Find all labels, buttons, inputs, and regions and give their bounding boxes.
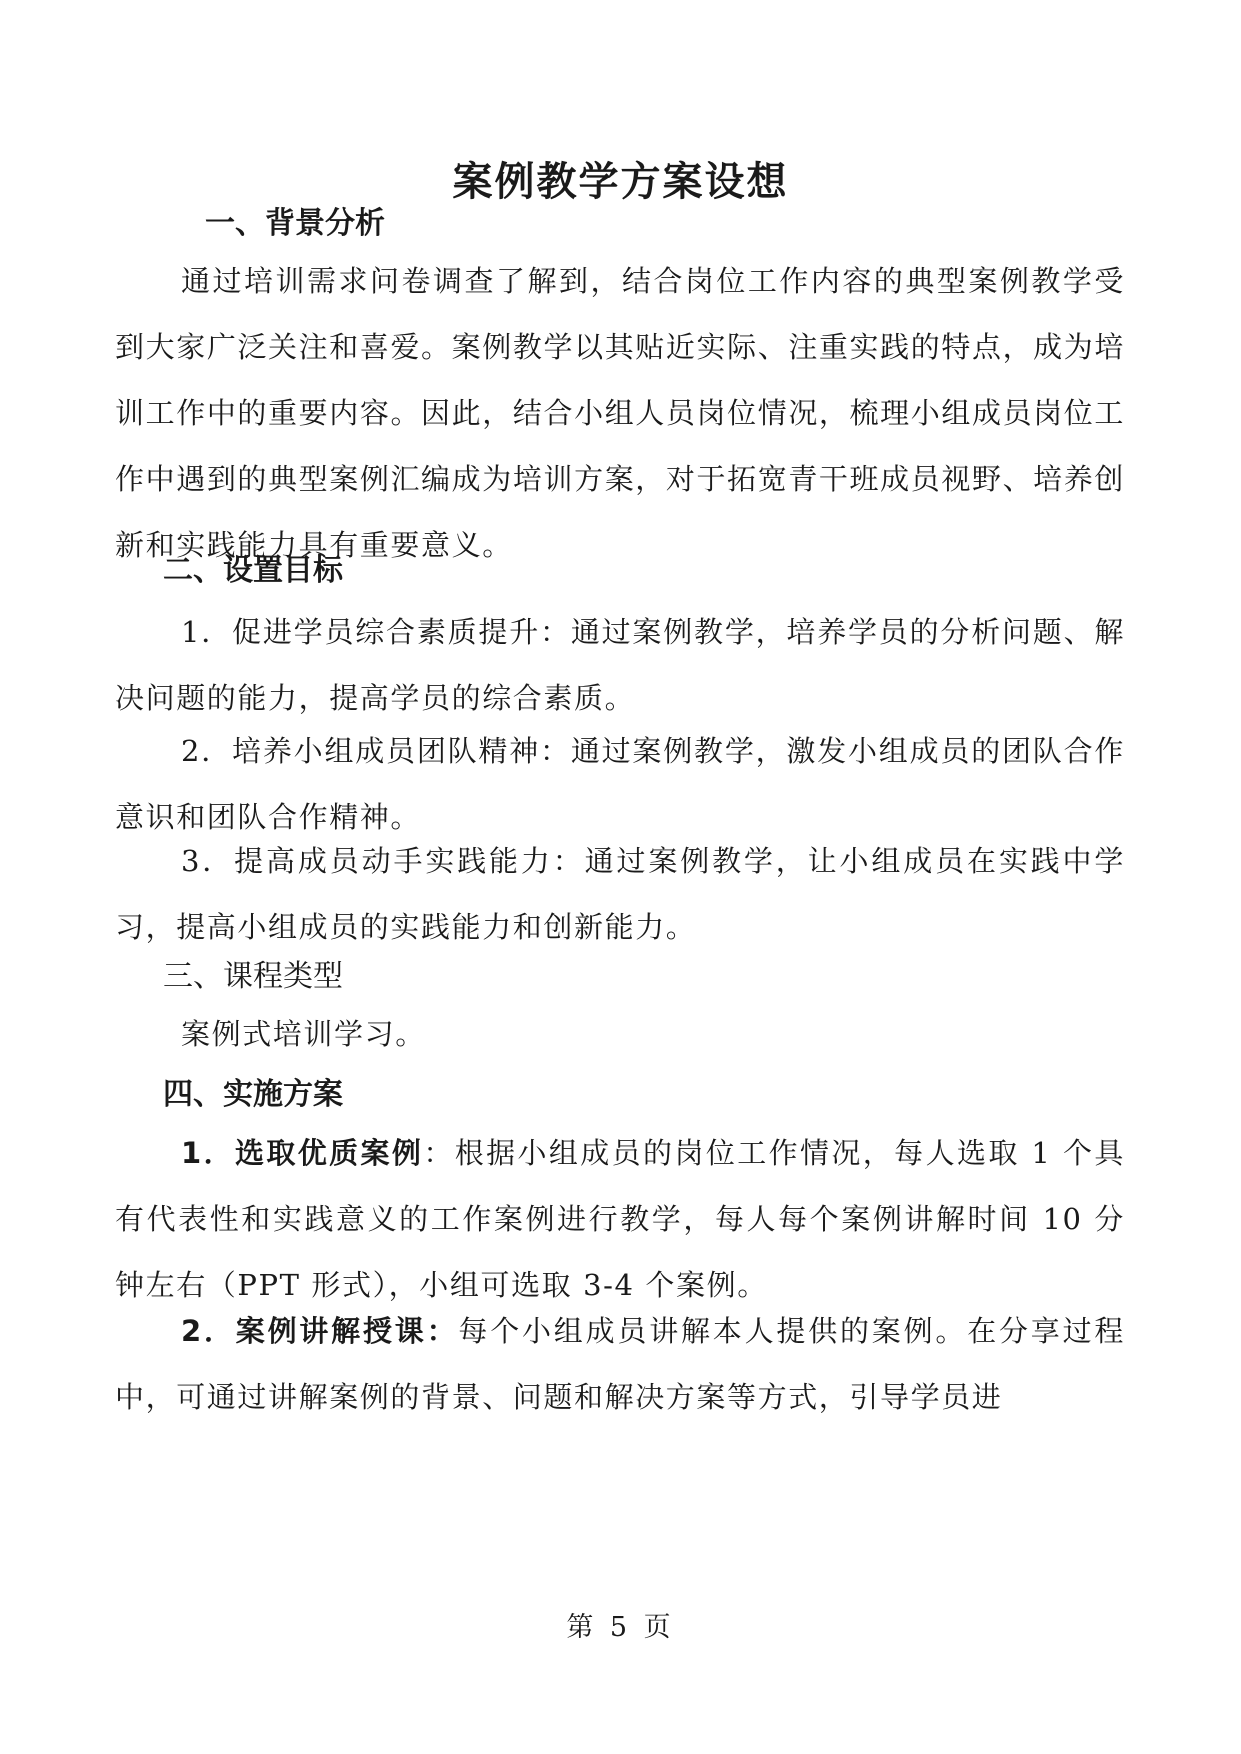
plan-item-2 xyxy=(115,1298,1125,1430)
plan-item-1-lead: 1．选取优质案例 xyxy=(181,1136,424,1170)
plan-item-2-text: 每个小组成员讲解本人提供的案例。在分享过程中，可通过讲解案例的背景、问题和解决方案等方式，引导学员进 xyxy=(115,1314,1125,1414)
paragraph-background: 通过培训需求问卷调查了解到，结合岗位工作内容的典型案例教学受到大家广泛关注和喜爱。案例教学以其贴近实际、注重实践的特点，成为培训工作中的重要内容。因此，结合小组人员岗位情况，梳理小组成员岗位工作中遇到的典型案例汇编成为培训方案，对于拓宽青干班成员视野、培养创新和实践能力具有重要意义。 xyxy=(115,264,1125,562)
plan-item-1 xyxy=(115,1120,1125,1318)
heading-background: 一、背景分析 xyxy=(205,206,385,241)
heading-plan: 四、实施方案 xyxy=(163,1077,343,1112)
goal-item-1: 1．促进学员综合素质提升：通过案例教学，培养学员的分析问题、解决问题的能力，提高学员的综合素质。 xyxy=(115,615,1125,715)
plan-item-2-lead: 2．案例讲解授课： xyxy=(181,1314,459,1348)
plan-item-1-text: ：根据小组成员的岗位工作情况，每人选取 1 个具有代表性和实践意义的工作案例进行教学，每人每个案例讲解时间 10 分钟左右（PPT 形式），小组可选取 3-4 个案例。 xyxy=(115,1136,1125,1302)
goal-item-2: 2．培养小组成员团队精神：通过案例教学，激发小组成员的团队合作意识和团队合作精神。 xyxy=(115,734,1125,834)
document-title: 案例教学方案设想 xyxy=(452,159,789,205)
goal-item-3: 3．提高成员动手实践能力：通过案例教学，让小组成员在实践中学习，提高小组成员的实践能力和创新能力。 xyxy=(115,844,1125,944)
page-number: 第 5 页 xyxy=(566,1612,675,1643)
heading-course-type: 三、课程类型 xyxy=(163,959,343,994)
paragraph-course-type: 案例式培训学习。 xyxy=(181,1017,426,1051)
heading-goals: 二、设置目标 xyxy=(163,553,343,588)
